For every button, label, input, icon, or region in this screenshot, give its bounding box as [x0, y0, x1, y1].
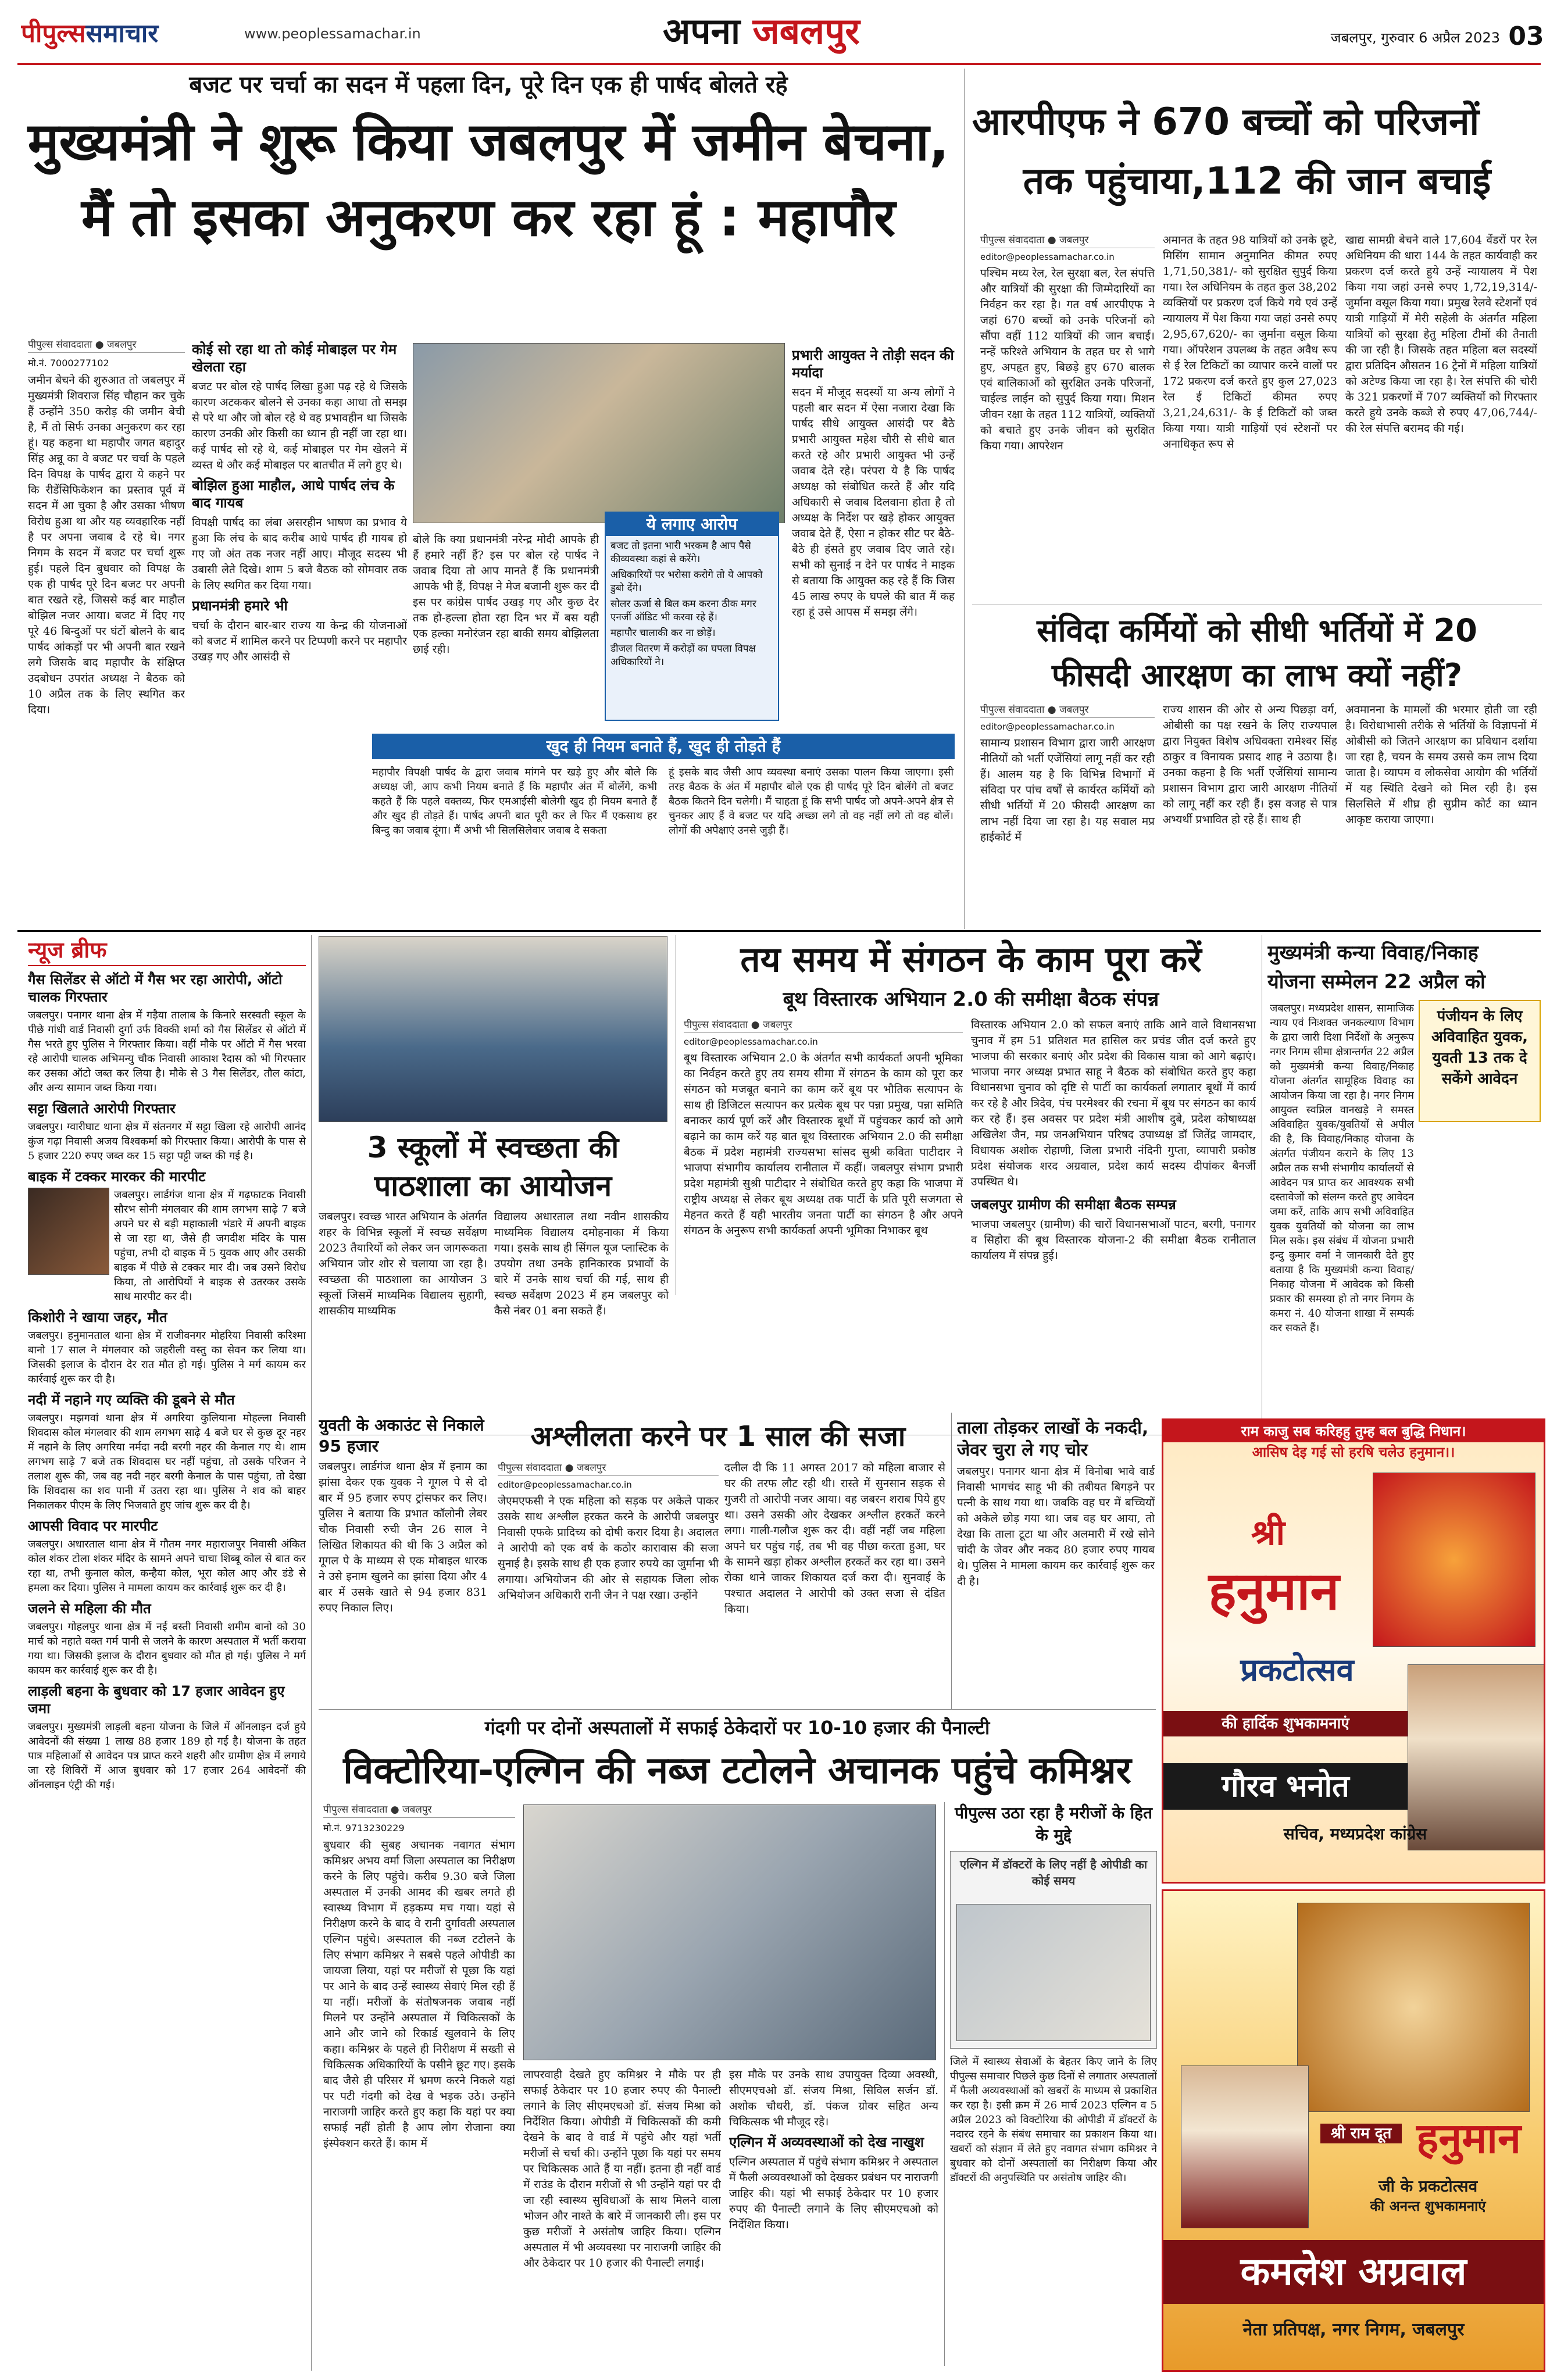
page-number: 03 [1508, 22, 1544, 51]
masthead-rule [17, 63, 1541, 65]
kanya-headline-2: योजना सम्मेलन 22 अप्रैल को [1267, 970, 1485, 994]
divider-theft [951, 1413, 952, 1709]
ad1-title-2: हनुमान [1208, 1561, 1340, 1622]
divider-lead-right [964, 69, 965, 929]
samvida-col1-text: सामान्य प्रशासन विभाग द्वारा जारी आरक्षण नीतियों को भर्ती एजेंसियां लागू नहीं कर रही हैं। आलम यह है कि विभिन्न विभागों में संविदा पर पांच वर्षों से कार्यरत कर्मियों को सीधी भर्तियों में 20 फीसदी आरक्षण का लाभ नहीं दिया जा रहा है। यह सवाल मप्र हाईकोर्ट में [980, 737, 1155, 844]
kanya-box-text: पंजीयन के लिए अविवाहित युवक, युवती 13 तक दे सकेंगे आवेदन [1431, 1007, 1529, 1088]
lead-headline-1: मुख्यमंत्री ने शुरू किया जबलपुर में जमीन बेचना, [27, 112, 949, 173]
ad-hanuman-2 [1162, 1889, 1545, 2372]
ad2-name: कमलेश अग्रवाल [1163, 2240, 1544, 2304]
brief-text: जबलपुर। अधारताल थाना क्षेत्र में गौतम नगर महाराजपुर निवासी अंकित कोल शंकर टोला शंकर मंदिर के सामने अपने चाचा शिब्बू कोल से बात कर रहा था, तभी कुनाल कोल, कन्हैया कोल, भूरा कोल आए और डंडे से हमला कर दिया। पुलिस ने मामला कायम कर कार्रवाई शुरू कर दी है। [28, 1538, 306, 1594]
brief-headline: लाड़ली बहना के बुधवार को 17 हजार आवेदन हुए जमा [28, 1683, 285, 1717]
ad2-designation: नेता प्रतिपक्ष, नगर निगम, जबलपुर [1242, 2320, 1465, 2340]
victoria-side-text: जिले में स्वास्थ्य सेवाओं के बेहतर किए जाने के लिए पीपुल्स समाचार पिछले कुछ दिनों से लगातार अस्पतालों में फैली अव्यवस्थाओं को खबरों के माध्यम से प्रकाशित कर रहा है। इसी क्रम में 26 मार्च 2023 एल्गिन व 5 अप्रैल 2023 को विक्टोरिया की ओपीडी में डॉक्टरों के नदारद रहने के संबंध समाचार का प्रकाशन किया था। खबरों को संज्ञान में लेते हुए नवागत संभाग कमिश्नर ने बुधवार को दोनों अस्पतालों का निरीक्षण किया और डॉक्टरों की अनुपस्थिति पर असंतोष जाहिर की। [950, 2056, 1157, 2184]
ad-hanuman-1 [1162, 1418, 1545, 1884]
quote-box [372, 734, 955, 902]
victoria-col3-text: इस मौके पर उनके साथ उपायुक्त दिव्या अवस्थी, सीएमएचओ डॉ. संजय मिश्रा, सिविल सर्जन डॉ. अशोक चौधरी, डॉ. पंकज ग्रोवर सहित अन्य चिकित्सक भी मौजूद रहे। [729, 2068, 938, 2128]
aarop-item: डीजल वितरण में करोड़ों का घपला विपक्ष अधिकारियों ने। [610, 643, 756, 668]
sangathan-col2-text: विस्तारक अभियान 2.0 को सफल बनाएं ताकि आने वाले विधानसभा चुनाव में हम 51 प्रतिशत मत हासिल कर प्रचंड जीत दर्ज करते हुए भाजपा की सरकार बनाएं और प्रदेश की विकास यात्रा को आगे बढ़ाएं। भाजपा नगर अध्यक्ष प्रभात साहू ने बैठक को संबोधित करते हुए कहा विधानसभा चुनाव को दृष्टि से पार्टी का कार्यकर्ता लगातार बूथों में कार्य कर रहे है और त्रिदेव, पंच परमेश्वर की रचना में बूथ पर संगठन का कार्य कर रहे हैं। इस अवसर पर प्रदेश मंत्री आशीष दुबे, प्रदेश कोषाध्यक्ष अखिलेश जैन, मप्र जनअभियान परिषद उपाध्यक्ष डॉ जितेंद्र जामदार, विधायक अशोक रोहाणी, जिला प्रभारी नंदिनी गुप्ता, व्यापारी प्रकोष्ठ प्रदेश संयोजक शरद अग्रवाल, प्रदेश कार्य सदस्य दीपांकर बैनर्जी उपस्थित थे। [971, 1019, 1256, 1188]
theft-story [957, 1413, 1155, 1709]
kanya-headline-1: मुख्यमंत्री कन्या विवाह/निकाह [1267, 941, 1479, 964]
obscene-col1 [498, 1460, 719, 1704]
rpf-email: editor@peoplessamachar.co.in [980, 252, 1115, 262]
lead-mobile: मो.नं. 7000277102 [28, 358, 109, 369]
samvida-headline-2: फीसदी आरक्षण का लाभ क्यों नहीं? [1052, 657, 1462, 694]
brief-text: जबलपुर। गोहलपुर थाना क्षेत्र में नई बस्ती निवासी शमीम बानो को 30 मार्च को नहाते वक्त गर्म पानी से जलने के कारण अस्पताल में भर्ती कराया गया था। जिसकी इलाज के दौरान बुधवार को मौत हो गई। पुलिस ने मर्ग कायम कर कार्रवाई शुरू कर दी है। [28, 1621, 306, 1677]
divider-brief [311, 935, 312, 2371]
brief-text: जबलपुर। हनुमानताल थाना क्षेत्र में राजीवनगर मोहरिया निवासी करिश्मा बानो 17 साल ने मंगलवार को जहरीली वस्तु का सेवन कर लिया था। जिसकी इलाज के दौरान देर रात मौत हो गई। पुलिस ने मर्ग कायम कर कार्रवाई शुरू कर दी है। [28, 1330, 306, 1385]
divider-upper-fold [17, 930, 1541, 932]
victoria-clip-photo [956, 1904, 1151, 2041]
rpf-byline: पीपुल्स संवाददाता ● जबलपुर [980, 233, 1155, 248]
obscene-col1-text: जेएमएफसी ने एक महिला को सड़क पर अकेले पाकर उसके साथ अश्लील हरकत करने के आरोपी जबलपुर निवासी एफके प्रादिच्य को दोषी करार दिया है। अदालत ने आरोपी को एक वर्ष के कठोर कारावास की सजा सुनाई है। इसके साथ ही एक हजार रुपये का जुर्माना भी लगाया। अभियोजन की ओर से सहायक जिला लोक अभियोजन अधिकारी रानी जैन ने पक्ष रखा। उन्होंने [498, 1495, 719, 1602]
samvida-email: editor@peoplessamachar.co.in [980, 721, 1115, 732]
rpf-col1-text: पश्चिम मध्य रेल, रेल सुरक्षा बल, रेल संपत्ति और यात्रियों की सुरक्षा की जिम्मेदारियों का निर्वहन कर रहा है। गत वर्ष आरपीएफ ने जहां 670 बच्चों को उनके परिजनों को सौंपा वहीं 112 यात्रियों की जान बचाई। नन्हें फरिश्ते अभियान के तहत घर से भागे हुए, अपहृत हुए, बिछड़े हुए 670 बालक एवं बालिकाओं को सुरक्षित उनके परिजनों, चाईल्ड लाईन को सुपुर्द किया गया। मिशन जीवन रक्षा के तहत 112 यात्रियों, व्यक्तियों को बचाते हुए उनके जीवन को सुरक्षित किया गया। आपरेशन [980, 267, 1155, 452]
ad1-designation: सचिव, मध्यप्रदेश कांग्रेस [1283, 1824, 1427, 1843]
quote-title: खुद ही नियम बनाते हैं, खुद ही तोड़ते हैं [372, 734, 955, 759]
brand-right: समाचार [85, 19, 159, 48]
samvida-headline-1: संविदा कर्मियों को सीधी भर्तियों में 20 [1037, 612, 1477, 649]
aarop-title: ये लगाए आरोप [606, 513, 778, 536]
ad1-hanuman-image [1373, 1473, 1535, 1647]
kanya-text: जबलपुर। मध्यप्रदेश शासन, सामाजिक न्याय एवं निःशक्त जनकल्याण विभाग के द्वारा जारी दिशा निर्देशों के अनुरूप नगर निगम सीमा क्षेत्रान्तर्गत 22 अप्रैल को मुख्यमंत्री कन्या विवाह/निकाह योजना अंतर्गत सामूहिक विवाह का आयोजन किया जा रहा है। नगर निगम आयुक्त स्वप्निल वानखड़े ने समस्त अविवाहित युवक/युवतियों से अपील की है, कि विवाह/निकाह योजना के अंतर्गत पंजीयन कराने के लिए 13 अप्रैल तक सभी संभागीय कार्यालयों से आवेदन पत्र प्राप्त कर आवश्यक सभी दस्तावेजों को संलग्न करते हुए आवेदन जमा करें, ताकि आप सभी अविवाहित युवक युवतियों को योजना का लाभ मिल सके। इस संबंध में योजना प्रभारी इन्दु कुमार वर्मा ने जानकारी देते हुए बताया है कि मुख्यमंत्री कन्या विवाह/निकाह योजना में आवेदक को किसी प्रकार की समस्या हो तो नगर निगम के कमरा नं. 40 योजना शाखा में सम्पर्क कर सकते हैं। [1270, 1002, 1414, 1334]
section-title [663, 7, 1012, 56]
victoria-photo [523, 1804, 936, 2060]
ad2-person-photo [1181, 2065, 1309, 2228]
ad2-hanuman-image [1297, 1903, 1530, 2112]
brief-headline: सट्टा खिलाते आरोपी गिरफ्तार [28, 1100, 176, 1117]
kanya-box [1419, 1000, 1541, 1122]
aarop-item: बजट तो इतना भारी भरकम है आप पैसे कीव्यवस्था कहां से करेंगे। [610, 540, 751, 565]
victoria-byline: पीपुल्स संवाददाता ● जबलपुर [323, 1802, 515, 1818]
lead-col2c-text: चर्चा के दौरान बार-बार राज्य या केन्द्र की योजनाओं को बजट में शामिल करने पर टिप्पणी करने पर महापौर उखड़ गए और आसंदी से [192, 619, 407, 663]
lead-sub-d: प्रभारी आयुक्त ने तोड़ी सदन की मर्यादा [792, 347, 954, 381]
victoria-col1-text: बुधवार की सुबह अचानक नवागत संभाग कमिश्नर अभय वर्मा जिला अस्पताल का निरीक्षण करने के लिए पहुंचे। करीब 9.30 बजे जिला अस्पताल में उनकी आमद की खबर लगते ही स्वास्थ्य विभाग में हड़कम्प मच गया। यहां से निरीक्षण करने के बाद वे रानी दुर्गावती अस्पताल एल्गिन पहुंचे। अस्पताल की नब्ज टटोलने के लिए संभाग कमिश्नर ने सबसे पहले ओपीडी का जायजा लिया, यहां पर मरीजों से पूछा कि यहां पर आने के बाद उन्हें स्वास्थ्य सेवाएं मिल रही हैं या नहीं। मरीजों के संतोषजनक जवाब नहीं मिलने पर उन्होंने अस्पताल में चिकित्सकों के आने और जाने को रिकार्ड खुलवाने के लिए कहा। कमिश्नर के पहले ही निरीक्षण में सख्ती से चिकित्सक अधिकारियों के पसीने छूट गए। इसके बाद जैसे ही परिसर में भ्रमण करने निकले यहां पर पटी गंदगी को देख वे भड़क उठे। उन्होंने नाराजगी जाहिर करते हुए कहा कि यहां पर क्या सफाई नहीं होती है आप लोग रोजाना क्या इंस्पेक्शन करते हैं। काम में [323, 1839, 515, 2150]
brief-text: जबलपुर। ग्वारीघाट थाना क्षेत्र में संतनगर में सट्टा खिला रहे आरोपी आनंद कुंज गढ़ा निवासी अजय विश्वकर्मा को गिरफ्तार किया। आरोपी के पास से 5 हजार 220 रुपए जब्त कर 15 सट्टा पट्टी जब्त की गई है। [28, 1121, 306, 1162]
lead-col3-text: बोले कि क्या प्रधानमंत्री नरेन्द्र मोदी आपके ही हैं हमारे नहीं हैं? इस पर बोल रहे पार्षद ने जवाब दिया तो आप मानते हैं कि प्रधानमंत्री आपके भी हैं, विपक्ष ने मेज बजानी शुरू कर दी इस पर कांग्रेस पार्षद उखड़ गए और कुछ देर तक हो-हल्ला होता रहा दिन भर में बस यही एक हल्का मनोरंजन रहा बाकी समय बोझिलता छाई रही। [413, 533, 599, 656]
victoria-headline: विक्टोरिया-एल्गिन की नब्ज टटोलने अचानक पहुंचे कमिश्नर [343, 1749, 1131, 1792]
ad1-wish: की हार्दिक शुभकामनाएं [1163, 1711, 1408, 1736]
victoria-sub: एल्गिन में अव्यवस्थाओं को देख नाखुश [729, 2134, 924, 2150]
brief-item [28, 1600, 306, 1678]
samvida-col2-text: राज्य शासन की ओर से अन्य पिछड़ा वर्ग, ओबीसी का पक्ष रखने के लिए राज्यपाल द्वारा नियुक्त विशेष अधिवक्ता रामेश्वर सिंह ठाकुर व विनायक प्रसाद शाह ने उठाया है। उनका कहना है कि भर्ती एजेंसियां सामान्य प्रशासन विभाग द्वारा जारी आरक्षण नीतियों को लागू नहीं कर रही हैं। इस वजह से पात्र अभ्यर्थी प्रभावित हो रहे हैं। साथ ही [1163, 703, 1337, 826]
sangathan-headline: तय समय में संगठन के काम पूरा करें [740, 939, 1202, 980]
victoria-col3b-text: एल्गिन अस्पताल में पहुंचे संभाग कमिश्नर ने अस्पताल में फैली अव्यवस्थाओं को देखकर प्रबंधन पर नाराजगी जाहिर की। यहां भी सफाई ठेकेदार पर 10 हजार रुपए की पैनाल्टी लगाने के लिए सीएमएचओ को निर्देशित किया। [729, 2156, 938, 2231]
lead-sub-c: प्रधानमंत्री हमारे भी [192, 598, 288, 614]
lead-kicker: बजट पर चर्चा का सदन में पहला दिन, पूरे दिन एक ही पार्षद बोलते रहे [189, 72, 788, 98]
samvida-col1 [980, 702, 1155, 923]
theft-text: जबलपुर। पनागर थाना क्षेत्र में विनोबा भावे वार्ड निवासी भागचंद साहू भी की तबीयत बिगड़ने पर पत्नी के साथ गया था। जबकि वह घर में बच्चियों को अकेले छोड़ गया था। जब वह घर आया, तो देखा कि ताला टूटा था और अलमारी में रखे सोने चांदी के जेवर और नकद 80 हजार रुपए गायब थे। पुलिस ने मामला कायम कर कार्रवाई शुरू कर दी है। [957, 1465, 1155, 1588]
lead-sub-a: कोई सो रहा था तो कोई मोबाइल पर गेम खेलता रहा [192, 341, 397, 375]
ad2-wish-2: की अनन्त शुभकामनाएं [1370, 2198, 1486, 2214]
brief-headline: जलने से महिला की मौत [28, 1600, 151, 1617]
ad1-title-1: श्री [1251, 1513, 1285, 1553]
brief-illustration-assault [28, 1188, 109, 1275]
brief-item [28, 1309, 306, 1386]
lead-col4-text: सदन में मौजूद सदस्यों या अन्य लोगों ने पहली बार सदन में ऐसा नजारा देखा कि पार्षद सीधे आयुक्त आसंदी पर बैठे प्रभारी आयुक्त महेश चौरी से सीधे बात करते रहे और प्रभारी आयुक्त भी उन्हें जवाब देते रहे। परंपरा ये है कि पार्षद अध्यक्ष को संबोधित करते हैं और यदि अधिकारी से जवाब दिलवाना होता है तो अध्यक्ष के निर्देश पर खड़े होकर आयुक्त जवाब देते हैं, ऐसा न होकर सीट पर बैठे-बैठे ही हंसते हुए जवाब दिए जाते रहे। सभी को सुनाई न देने पर पार्षद ने माइक से बताया कि आयुक्त कह रहे हैं कि जिस 45 लाख रुपए के घपले की बात मैं कह रहा हूं उसे आपस में समझ लेंगे। [792, 386, 955, 619]
ad1-name: गौरव भनोत [1163, 1763, 1408, 1810]
obscene-email: editor@peoplessamachar.co.in [498, 1480, 632, 1490]
sangathan-email: editor@peoplessamachar.co.in [684, 1037, 818, 1047]
school-col1-text: जबलपुर। स्वच्छ भारत अभियान के अंतर्गत शहर के विभिन्न स्कूलों में स्वच्छ सर्वेक्षण 2023 तैयारियों को लेकर जन जागरूकता अभियान जोर शोर से चलाया जा रहा है। स्वच्छता की पाठशाला का आयोजन 3 स्कूलों जिसमें माध्यमिक विद्यालय सुहागी, शासकीय माध्यमिक [319, 1210, 487, 1317]
aarop-item: सोलर ऊर्जा से बिल कम करना ठीक मगर एनर्जी ऑडिट भी करवा रहे हैं। [610, 598, 756, 623]
quote-left: महापौर विपक्षी पार्षद के द्वारा जवाब मांगने पर खड़े हुए और बोले कि अध्यक्ष जी, आप कभी नियम बनाते हैं कि महापौर अंत में बोलेंगे, कभी कहते हैं कि पहले वक्तव्य, फिर एमआईसी बोलेगी खुद ही नियम बनाते हैं और खुद ही तोड़ते हैं। पार्षद अपनी बात पूरी कर ले फिर मैं एकसाथ हर बिन्दु का जवाब दूंगा। मैं अभी भी सिलसिलेवार जवाब दे सकता [372, 766, 657, 837]
school-col2-text: विद्यालय अधारताल तथा नवीन शासकीय माध्यमिक विद्यालय दमोहनाका में किया गया। इसके साथ ही सिंगल यूज प्लास्टिक के उपयोग तथा उनके हानिकारक प्रभावों के बारे में उनके साथ चर्चा की गई, साथ ही स्वच्छ सर्वेक्षण 2023 में हम जबलपुर को कैसे नंबर 01 बना सकते हैं। [494, 1210, 669, 1317]
lead-byline [28, 337, 185, 353]
sangathan-col1 [684, 1017, 963, 1343]
obscene-headline: अश्लीलता करने पर 1 साल की सजा [530, 1420, 906, 1453]
victoria-col1 [323, 1802, 515, 2366]
youth-text: जबलपुर। लार्डगंज थाना क्षेत्र में इनाम का झांसा देकर एक युवक ने गूगल पे से दो बार में 95 हजार रुपए ट्रांसफर कर लिए। पुलिस ने बताया कि प्रभात कॉलोनी लेबर चौक निवासी रुची जैन 26 साल ने लिखित शिकायत की थी कि 3 अप्रैल को गूगल पे के माध्यम से एक मोबाइल धारक ने उसे इनाम खुलने का झांसा दिया और 4 बार में उसके खाते से 94 हजार 831 रुपए निकाल लिए। [319, 1460, 487, 1614]
aarop-box [605, 512, 779, 721]
sangathan-byline: पीपुल्स संवाददाता ● जबलपुर [684, 1017, 963, 1033]
divider-victoria-top [319, 1709, 1156, 1710]
news-brief-column [28, 935, 306, 2371]
rpf-headline-1: आरपीएफ ने 670 बच्चों को परिजनों [972, 101, 1480, 144]
website-url: www.peoplessamachar.in [244, 26, 421, 42]
brief-item [28, 1100, 306, 1163]
brief-headline: आपसी विवाद पर मारपीट [28, 1518, 158, 1534]
school-headline-1: 3 स्कूलों में स्वच्छता की [367, 1131, 619, 1164]
theft-headline: ताला तोड़कर लाखों के नकदी, जेवर चुरा ले गए चोर [957, 1418, 1149, 1460]
divider-victoria-side [944, 1802, 945, 2366]
rpf-headline-2: तक पहुंचाया,112 की जान बचाई [1023, 160, 1491, 203]
brief-item-body [28, 1188, 306, 1304]
sangathan-col1-text: बूथ विस्तारक अभियान 2.0 के अंतर्गत सभी कार्यकर्ता अपनी भूमिका का निर्वहन करते हुए तय समय सीमा में संगठन के काम को पूरा कर संगठन को मजबूत बनाने का काम करें बूथ पर भौतिक सत्यापन के साथ ही डिजिटल सत्यापन कर प्रत्येक बूथ पर पन्ना प्रमुख, पन्ना समिति बनाकर कार्य पूर्ण करें और विस्तारक बूथों में पहुंचकर कार्य को आगे बढ़ाने का काम करें यह बात बूथ विस्तारक अभियान 2.0 की समीक्षा बैठक में प्रदेश महामंत्री राज्यसभा सांसद सुश्री कविता पाटीदार ने भाजपा संभागीय कार्यालय रानीताल में कहीं। जबलपुर संभाग प्रभारी प्रदेश महामंत्री सुश्री पाटीदार ने संबोधित करते हुए कहा कि भाजपा में राष्ट्रीय अध्यक्ष से लेकर बूथ अध्यक्ष तक पार्टी के प्रति पूरी सजगता से मेहनत करते हैं यही भारतीय जनता पार्टी का संगठन है और अपने संगठन के अनुरूप सभी कार्यकर्ता अपनी भूमिका निभाकर बूथ [684, 1052, 963, 1237]
brief-headline: गैस सिलेंडर से ऑटो में गैस भर रहा आरोपी, ऑटो चालक गिरफ्तार [28, 971, 283, 1005]
lead-photo-council [413, 343, 785, 523]
samvida-col3-text: अवमानना के मामलों की भरमार होती जा रही है। विरोधाभासी तरीके से भर्तियों के विज्ञापनों में ओबीसी को जितने आरक्षण का प्रविधान दर्शाया जा रहा है, चयन के समय उससे कम लाभ दिया जाता है। व्यापम व लोकसेवा आयोग की भर्तियों में यह स्थिति देखने को मिल रही है। इस सिलसिले में शीघ्र ही सुप्रीम कोर्ट का ध्यान आकृष्ट कराया जाएगा। [1345, 703, 1537, 826]
sangathan-sub2: जबलपुर ग्रामीण की समीक्षा बैठक सम्पन्न [971, 1196, 1176, 1213]
section-title-part1: अपना [663, 10, 741, 52]
victoria-kicker: गंदगी पर दोनों अस्पतालों में सफाई ठेकेदारों पर 10-10 हजार की पैनाल्टी [484, 1717, 990, 1739]
rpf-col1 [980, 233, 1155, 605]
ad2-wish-1: जी के प्रकटोत्सव [1378, 2177, 1478, 2196]
obscene-byline: पीपुल्स संवाददाता ● जबलपुर [498, 1460, 719, 1476]
victoria-mobile: मो.नं. 9713230229 [323, 1822, 405, 1834]
ad1-verse-2: आसिष देइ गई सो हरषि चलेउ हनुमान।। [1252, 1444, 1455, 1460]
brand-left: पीपुल्स [21, 19, 86, 48]
lead-col2a-text: बजट पर बोल रहे पार्षद लिखा हुआ पढ़ रहे थे जिसके कारण अटककर बोलने से उनका कहा आधा तो समझ से परे था और जो बोल रहे थे वह प्रभावहीन था जिसके कारण उनकी ओर किसी का ध्यान ही नहीं जा रहा था। कई पार्षद सो रहे थे, कई मोबाइल पर गेम खेलने में व्यस्त थे और कई मोबाइल पर बातचीत में लगे हुए थे। [192, 380, 407, 471]
ad2-title-1: श्री राम दूत [1320, 2124, 1402, 2143]
brief-item [28, 1168, 306, 1304]
brief-item [28, 971, 306, 1095]
brief-text: जबलपुर। लार्डगंज थाना क्षेत्र में गढ़फाटक निवासी सौरभ सोनी मंगलवार की शाम लगभग साढ़े 7 बजे अपने घर से बड़ी महाकाली भंडारे में अपनी बाइक से जा रहा था, जैसे ही जगदीश मंदिर के पास पहुंचा, तभी दो बाइक में 5 युवक आए और उसकी बाइक में पीछे से टक्कर मार दी। जब उसने विरोध किया, तो आरोपियों ने बाइक से उतरकर उसके साथ मारपीट कर दी। [114, 1189, 306, 1303]
brief-text: जबलपुर। मुख्यमंत्री लाड़ली बहना योजना के जिले में ऑनलाइन दर्ज हुये आवेदनों की संख्या 1 लाख 88 हजार 189 हो गई है। योजना के तहत पात्र महिलाओं से आवेदन पत्र प्राप्त करने शहरी और ग्रामीण क्षेत्र में लगाये जा रहे शिविरों में आज बुधवार को 17 हजार 264 आवेदनों की ऑनलाइन एंट्री की गई। [28, 1721, 306, 1791]
date-line: जबलपुर, गुरुवार 6 अप्रैल 2023 [1330, 30, 1500, 46]
obscene-col2-text: दलील दी कि 11 अगस्त 2017 को महिला बाजार से घर की तरफ लौट रही थी। रास्ते में सुनसान सड़क से गुजरी तो आरोपी नजर आया। वह जबरन शराब पिये हुए था। उसने उसकी ओर देखकर अश्लील हरकतें करने लगा। गाली-गलौज शुरू कर दी। वहीं नहीं जब महिला अपने घर पहुंच गई, तब भी वह पीछा करता हुआ, घर के सामने खड़ा होकर अश्लील हरकतें कर रहा था। उसने रोका थाने जाकर शिकायत दर्ज करा दी। सुनवाई के पश्चात अदालत ने आरोपी को उक्त सजा से दंडित किया। [724, 1461, 945, 1616]
brief-item [28, 1391, 306, 1513]
aarop-list [606, 536, 778, 675]
lead-sub-b: बोझिल हुआ माहौल, आधे पार्षद लंच के बाद गायब [192, 477, 395, 511]
lead-column-4 [792, 343, 955, 727]
rpf-col2-text: अमानत के तहत 98 यात्रियों को उनके छूटे, मिसिंग सामान अनुमानित कीमत रुपए 1,71,50,381/- को सुरक्षित सुपुर्द किया गया। रेल अधिनियम के तहत कुल 38,202 व्यक्तियों पर प्रकरण दर्ज किये गये एवं उन्हें न्यायालय में पेश किया गया जहां उनसे रुपए 2,95,67,620/- का जुर्माना वसूल किया गया। ऑपरेशन उपलब्ध के तहत अवैध रूप से ई रेल टिकिटों का व्यापार करने वालों पर 172 प्रकरण दर्ज करते हुए कुल 27,023 रेल ई टिकिटों कीमत रुपए 3,21,24,631/- के ई टिकिटों को जब्त किया गया। यात्री गाड़ियों एवं स्टेशनों पर अनाधिकृत रूप से [1163, 234, 1337, 451]
samvida-byline: पीपुल्स संवाददाता ● जबलपुर [980, 702, 1155, 718]
lead-col2b-text: विपक्षी पार्षद का लंबा असरहीन भाषण का प्रभाव ये हुआ कि लंच के बाद करीब आधे पार्षद ही गायब हो गए जो अंत तक नजर नहीं आए। मौजूद सदस्य भी उबासी लेते दिखे। शाम 5 बजे बैठक को सोमवार तक के लिए स्थगित कर दिया गया। [192, 516, 407, 592]
sangathan-subhead: बूथ विस्तारक अभियान 2.0 की समीक्षा बैठक संपन्न [783, 988, 1159, 1011]
lead-headline-2: मैं तो इसका अनुकरण कर रहा हूं : महापौर [81, 187, 896, 248]
ad1-verse-1: राम काजु सब करिहहु तुम्ह बल बुद्धि निधान। [1163, 1420, 1544, 1442]
aarop-item: अधिकारियों पर भरोसा करोगे तो ये आपको डुबो देंगे। [610, 569, 763, 594]
victoria-clip [950, 1851, 1157, 2049]
lead-col1-text: जमीन बेचने की शुरुआत तो जबलपुर में मुख्यमंत्री शिवराज सिंह चौहान कर चुके हैं उन्होंने 350 करोड़ की जमीन बेची है, मैं तो सिर्फ उनका अनुकरण कर रहा हूं। यह कहना था महापौर जगत बहादुर सिंह अन्नू का वे बजट पर चर्चा के पहले दिन विपक्ष के पार्षद द्वारा ये कहने पर कि रीडेंसिफिकेशन का प्रस्ताव पूर्व में सदन में आ चुका है और उसका भीषण विरोध हुआ था और यह व्यवहारिक नहीं है पर अपना जवाब दे रहे थे। नगर निगम के सदन में बजट पर चर्चा शुरू हुई। पहले दिन बुधवार को विपक्ष के एक ही पार्षद पूरे दिन बजट पर अपनी बात रखते रहे, जिससे कई बार माहौल बोझिल नजर आया। बजट में दिए गए पूरे 46 बिन्दुओं पर घंटों बोलने के बाद पार्षद आंकड़ों पर भी अपनी बात रखने लगे जिसके बाद महापौर के संक्षिप्त उदबोधन उपरांत अध्यक्ष ने बैठक को 10 अप्रैल तक के लिए स्थगित कर दिया। [28, 374, 185, 716]
sangathan-col2 [971, 1017, 1256, 1343]
section-title-part2: जबलपुर [752, 10, 860, 52]
aarop-item: महापौर चालाकी कर ना छोड़ें। [610, 627, 716, 639]
brief-text: जबलपुर। पनागर थाना क्षेत्र में गड़ैया तालाब के किनारे सरस्वती स्कूल के पीछे गांधी वार्ड निवासी दुर्गा उर्फ विक्की शर्मा को गैस सिलेंडर से ऑटो में गैस भरते हुए पुलिस ने गिरफ्तार किया। वहीं मौके पर ऑटो में गैस भरवा रहे आरोपी चालक अभिमन्यु चौक निवासी आकाश रैदास को भी गिरफ्तार कर उसका ऑटो जब्त कर लिया है। मौके से 3 गैस सिलेंडर, तौल कांटा, और अन्य सामान जब्त किया गया। [28, 1009, 306, 1094]
youth-headline: युवती के अकाउंट से निकाले 95 हजार [319, 1416, 484, 1456]
brief-headline: किशोरी ने खाया जहर, मौत [28, 1309, 167, 1325]
victoria-col2-text: लापरवाही देखते हुए कमिश्नर ने मौके पर ही सफाई ठेकेदार पर 10 हजार रुपए की पैनाल्टी लगाने के लिए सीएमएचओ डॉ. संजय मिश्रा को निर्देशित किया। ओपीडी में चिकित्सकों की कमी देखने के बाद वे वार्ड में पहुंचे और यहां भर्ती मरीजों से चर्चा की। उन्होंने पूछा कि यहां पर समय पर चिकित्सक आते हैं या नहीं। इतना ही नहीं वार्ड में राउंड के दौरान मरीजों से भी उन्होंने यहां पर दी जा रही स्वास्थ्य सुविधाओं के साथ मिलने वाला भोजन और नाश्ते के बारे में जानकारी ली। इस पर कुछ मरीजों ने असंतोष जाहिर किया। एल्गिन अस्पताल में भी अव्यवस्था पर नाराजगी जाहिर की और ठेकेदार पर 10 हजार की पैनाल्टी लगाई। [523, 2068, 721, 2270]
school-photo [319, 936, 667, 1122]
quote-right: हूं इसके बाद जैसी आप व्यवस्था बनाएं उसका पालन किया जाएगा। इसी तरह बैठक के अंत में महापौर बोले एक ही पार्षद पूरे दिन बोलेंगे तो बजट बैठक कितने दिन चलेगी। मैं चाहता हूं कि सभी पार्षद जो अपने-अपने क्षेत्र से चुनकर आए हैं वे बजट पर यदि अच्छा लगे तो वह नहीं लगे तो वह बोलें। लोगों की अपेक्षाएं उनसे जुड़ी हैं। [669, 766, 954, 837]
lead-byline-text: पीपुल्स संवाददाता ● जबलपुर [28, 339, 137, 351]
ad2-title-2: हनुमान [1416, 2114, 1521, 2163]
rpf-col3-text: खाद्य सामग्री बेचने वाले 17,604 वेंडरों पर रेल अधिनियम की धारा 144 के तहत कार्यवाही कर प्रकरण दर्ज करते हुये उन्हें न्यायालय में पेश किया गया जहां उनसे रुपए 1,72,19,314/- जुर्माना वसूल किया गया। प्रमुख रेलवे स्टेशनों एवं यात्री गाड़ियों में मेरी सहेली के अंतर्गत महिला यात्रियों को सुरक्षा हेतु महिला टीमों की तैनाती की जा रही है। जिसके तहत महिला बल सदस्यों द्वारा प्रतिदिन औसतन 16 ट्रेनों में महिला यात्रियों को अटेण्ड किया जा रहा है। रेल संपत्ति की चोरी के 321 प्रकरणों में 707 व्यक्तियों को गिरफ्तार करते हुये उनके कब्जे से रुपए 47,06,744/- की रेल संपत्ति बरामद की गई। [1345, 234, 1537, 435]
brief-headline: बाइक में टक्कर मारकर की मारपीट [28, 1168, 206, 1185]
victoria-col3 [729, 2067, 938, 2366]
masthead [0, 0, 1557, 64]
victoria-side-title: पीपुल्स उठा रहा है मरीजों के हित के मुद्दे [955, 1803, 1152, 1845]
news-brief-title: न्यूज ब्रीफ [28, 935, 306, 966]
brief-headline: नदी में नहाने गए व्यक्ति की डूबने से मौत [28, 1392, 235, 1408]
ad1-title-3: प्रकटोत्सव [1240, 1652, 1354, 1688]
school-headline-2: पाठशाला का आयोजन [374, 1169, 612, 1203]
lead-column-1 [28, 337, 185, 919]
brief-item [28, 1517, 306, 1595]
brief-item [28, 1682, 306, 1792]
brief-text: जबलपुर। मझगवां थाना क्षेत्र में अगरिया कुलियाना मोहल्ला निवासी शिवदास कोल मंगलवार की शाम लगभग साढ़े 4 बजे घर से कुछ दूर नहर में नहाने के लिए अगरिया नर्मदा नदी बरगी नहर की केनाल गए थे। शाम लगभग साढ़े 7 बजे तक शिवदास घर नहीं पहुंचा, तो उसके परिजन ने तलाश शुरू की, जब वह नदी नहर बरगी केनाल के पास पहुंचा, तो देखा कि शिवदास का शव पानी में उतरा रहा था। पुलिस ने शव को बाहर निकालकर पीएम के लिए भिजवाते हुए जांच शुरू कर दी है। [28, 1412, 306, 1511]
victoria-clip-text: एल्गिन में डॉक्टरों के लिए नहीं है ओपीडी का कोई समय [959, 1857, 1148, 1888]
sangathan-col2b-text: भाजपा जबलपुर (ग्रामीण) की चारों विधानसभाओं पाटन, बरगी, पनागर व सिहोरा की बूथ विस्तारक योजना-2 की समीक्षा बैठक रानीताल कार्यालय में संपन्न हुई। [971, 1218, 1256, 1262]
victoria-sidebar [950, 1802, 1157, 2366]
brand-logo [21, 16, 242, 51]
